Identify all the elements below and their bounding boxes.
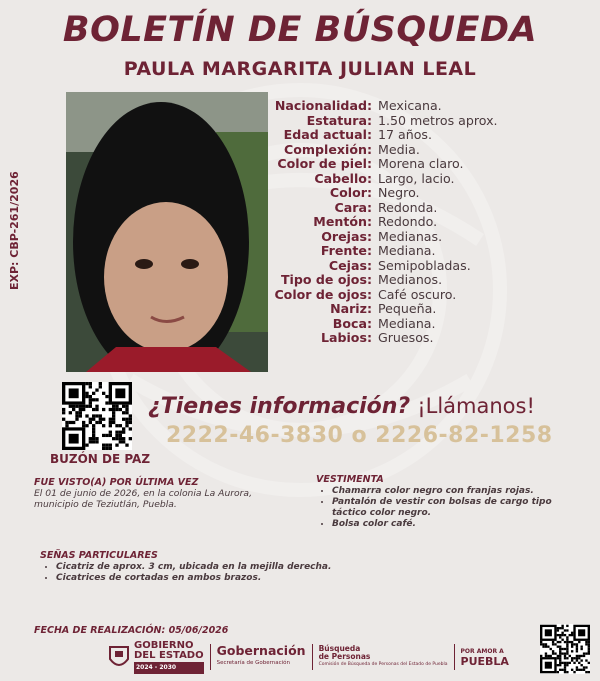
detail-value: Medianas. <box>378 228 443 244</box>
detail-value: Gruesos. <box>378 330 434 345</box>
detail-value: Redonda. <box>378 199 438 215</box>
detail-row <box>270 186 590 201</box>
detail-value: Mediana. <box>378 243 436 258</box>
detail-row <box>270 215 590 230</box>
detail-label: Tipo de ojos: <box>280 272 372 287</box>
gobernacion-sub: Secretaría de Gobernación <box>216 660 291 666</box>
detail-row <box>270 302 590 317</box>
detail-label: Mentón: <box>313 214 372 229</box>
detail-value: Mexicana. <box>378 98 442 113</box>
detail-row <box>270 201 590 216</box>
detail-row <box>270 157 590 172</box>
detail-value: Redondo. <box>378 214 438 229</box>
state-seal-icon <box>108 643 130 671</box>
footer-divider <box>312 644 313 670</box>
gob-line1: GOBIERNO <box>134 639 194 651</box>
detail-value: Medianos. <box>378 272 443 287</box>
detail-label: Boca: <box>332 315 372 331</box>
call-us: ¡Llámanos! <box>417 394 535 418</box>
por-amor-a-puebla-logo <box>461 648 509 667</box>
clothing-item: • Bolsa color café. <box>332 519 586 530</box>
detail-label: Labios: <box>320 330 372 345</box>
footer-divider <box>210 644 211 670</box>
detail-label: Nacionalidad: <box>274 98 372 113</box>
detail-value: 17 años. <box>378 127 432 142</box>
detail-value: Media. <box>378 141 420 157</box>
last-seen-section <box>34 477 294 510</box>
detail-label: Color de piel: <box>277 156 372 171</box>
clothing-item: • Pantalón de vestir con bolsas de cargo tipo táctico color negro. <box>332 497 586 519</box>
detail-row <box>270 230 590 245</box>
detail-label: Nariz: <box>330 301 372 316</box>
footer-logos <box>108 640 509 674</box>
gob-years: 2024 - 2030 <box>134 662 204 674</box>
detail-label: Edad actual: <box>283 127 372 142</box>
detail-value: 1.50 metros aprox. <box>378 112 498 128</box>
detail-row <box>270 244 590 259</box>
distinguishing-marks-section <box>40 550 420 584</box>
gobernacion-text: Gobernación <box>216 643 306 658</box>
detail-label: Orejas: <box>321 228 372 244</box>
info-question: ¿Tienes información? <box>148 394 411 419</box>
busqueda-sub: Comisión de Búsqueda de Personas del Estado de Puebla <box>318 662 448 667</box>
detail-value: Morena claro. <box>378 156 464 171</box>
footer-qr-code[interactable] <box>540 624 590 674</box>
detail-value: Pequeña. <box>378 301 437 316</box>
detail-value: Negro. <box>378 185 420 200</box>
mark-item: • Cicatrices de cortadas en ambos brazos. <box>56 573 420 584</box>
person-photo <box>66 92 268 372</box>
phone-numbers[interactable]: 2222-46-3830 o 2226-82-1258 <box>166 423 553 448</box>
missing-person-name: PAULA MARGARITA JULIAN LEAL <box>123 58 477 80</box>
bulletin-title: BOLETÍN DE BÚSQUEDA <box>62 10 538 50</box>
detail-row <box>270 143 590 158</box>
creation-date: FECHA DE REALIZACIÓN: 05/06/2026 <box>34 625 229 636</box>
clothing-section <box>316 474 586 530</box>
detail-row <box>270 259 590 274</box>
detail-row <box>270 128 590 143</box>
detail-label: Frente: <box>320 243 372 258</box>
buzon-de-paz-label: BUZÓN DE PAZ <box>50 452 151 466</box>
amor-line1: POR AMOR A <box>460 647 504 655</box>
marks-heading: SEÑAS PARTICULARES <box>40 550 158 561</box>
detail-value: Semipobladas. <box>378 257 471 273</box>
physical-description <box>270 99 590 346</box>
detail-label: Color de ojos: <box>274 286 372 302</box>
detail-label: Cara: <box>334 199 372 215</box>
detail-row <box>270 172 590 187</box>
last-seen-heading: FUE VISTO(A) POR ÚLTIMA VEZ <box>34 477 199 488</box>
detail-label: Cejas: <box>328 257 372 273</box>
gobierno-del-estado-logo <box>134 641 204 674</box>
amor-line2: PUEBLA <box>460 654 509 668</box>
detail-label: Color: <box>329 185 372 200</box>
busqueda-line2: de Personas <box>318 652 371 661</box>
detail-value: Café oscuro. <box>378 286 457 302</box>
footer-divider <box>454 644 455 670</box>
last-seen-text: El 01 de junio de 2026, en la colonia La Aurora, municipio de Teziutlán, Puebla. <box>34 488 252 510</box>
busqueda-line1: Búsqueda <box>318 644 361 653</box>
detail-value: Largo, lacio. <box>378 170 455 186</box>
clothing-heading: VESTIMENTA <box>316 474 384 485</box>
case-number: EXP: CBP-261/2026 <box>8 171 21 290</box>
detail-row <box>270 331 590 346</box>
detail-row <box>270 317 590 332</box>
detail-row <box>270 273 590 288</box>
gobernacion-logo <box>217 645 306 669</box>
busqueda-logo <box>319 645 448 669</box>
detail-label: Estatura: <box>306 112 372 128</box>
detail-row <box>270 99 590 114</box>
detail-row <box>270 114 590 129</box>
buzon-qr-code[interactable] <box>62 382 132 450</box>
detail-value: Mediana. <box>378 315 436 331</box>
detail-label: Cabello: <box>314 170 372 186</box>
info-prompt <box>148 394 535 419</box>
detail-row <box>270 288 590 303</box>
clothing-item: • Chamarra color negro con franjas rojas. <box>332 486 586 497</box>
mark-item: • Cicatriz de aprox. 3 cm, ubicada en la mejilla derecha. <box>56 562 420 573</box>
detail-label: Complexión: <box>284 141 372 157</box>
gob-line2: DEL ESTADO <box>134 649 204 661</box>
